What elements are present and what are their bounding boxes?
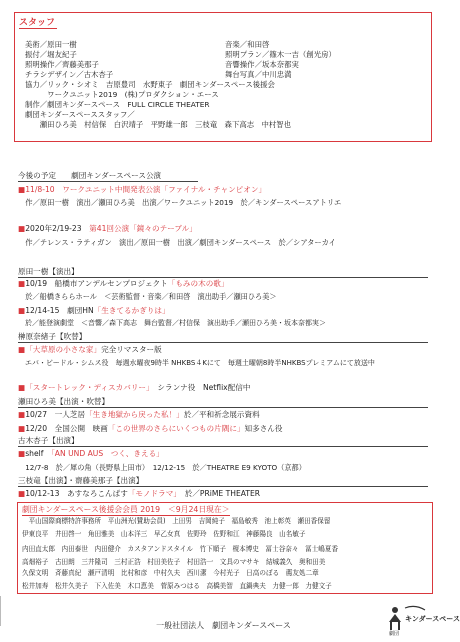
event-detail: エバ・ビードル・シムス役 毎週水曜夜9時半 NHKBS４Kにて 毎週土曜朝8時半NHKBSプレミアムにて放送中 [18, 359, 375, 367]
supporter-row: 高畑裕子 古田朗 三井隆司 三村正浩 村田美佐子 村田浩一 文具のマサキ 結城義久 奥和田美 [22, 558, 326, 566]
event-line [18, 424, 282, 433]
event-line [18, 279, 228, 288]
event-detail: 12/7-8 於／犀の角（長野県上田市） 12/12-15 於／THEATRE E9 KYOTO（京都） [18, 463, 306, 472]
staff-line: 劇団キンダースペーススタッフ／ [25, 110, 135, 119]
supporter-row: 平山国際商標特許事務所 平山洲光(贊助会員) 上田男 吉岡純子 福島敏秀 池上彰英 瀬田香保留 [22, 517, 331, 525]
supporter-row: 内田直太郎 内田泰世 内田健介 カスタアンドスタイル 竹下順子 榎本博史 冨士谷奈々 冨士嶋夏香 [22, 545, 339, 553]
supporter-row: 松井加寿 松井久美子 下入佐美 木口恵美 菅原みつはる 高橋美智 直鍋典夫 力健一郎 力健文子 [22, 582, 332, 590]
event-note: 完全リマスター版 [101, 345, 162, 354]
heading-underline [18, 446, 428, 447]
bullet-icon: ■ [18, 410, 26, 419]
event-line [18, 410, 260, 419]
event-note: シランナ役 Netflix配信中 [149, 383, 251, 392]
event-title: 「大草原の小さな家」 [25, 345, 102, 354]
section-heading-upcoming: 今後の予定 劇団キンダースペース公演 [18, 171, 162, 180]
heading-underline [18, 407, 428, 408]
staff-line: チラシデザイン／古木杏子 [25, 70, 114, 79]
event-note: 知多さん役 [244, 424, 283, 433]
event-line [18, 489, 260, 498]
staff-line: 協力／リック・シオミ 吉原豊司 水野東子 劇団キンダースペース後援会 [25, 80, 275, 89]
bullet-icon: ■ [18, 383, 26, 392]
staff-line-right: 音楽／和田啓 [225, 40, 270, 49]
supporters-title: 劇団キンダースペース後援会会員 2019 ＜9月24日現在＞ [22, 505, 230, 514]
heading-underline [18, 342, 428, 343]
staff-line: 瀬田ひろ美 村信保 白沢靖子 平野雄一郎 三枝竜 森下高志 中村智也 [25, 120, 292, 129]
event-line [18, 224, 197, 233]
event-date: 10/27 一人芝居 [25, 410, 86, 419]
event-title: 「AN UND AUS つく、きえる」 [51, 449, 164, 458]
logo-text: キンダースペース [405, 615, 460, 623]
event-date: 10/19 船橋市アンデルセンプロジェクト [25, 279, 168, 288]
event-detail: 作／テレンス・ラティガン 演出／原田一樹 出演／劇団キンダースペース 於／シアターカイ [18, 238, 336, 247]
bullet-icon: ■ [18, 424, 26, 433]
event-title: 「生き地獄から戻った私！」 [85, 410, 184, 419]
bullet-icon: ■ [18, 449, 26, 458]
section-heading-harada: 原田一樹【演出】 [18, 267, 79, 276]
event-title: 「モノドラマ」 [127, 489, 178, 498]
staff-line-right: 舞台写真／中川忠満 [225, 70, 292, 79]
supporter-row: 久保文明 斉藤真紀 瀬戸清明 比村和彦 中村久夫 西川潔 今村光子 日高のぼる 薦友処二章 [22, 569, 319, 577]
heading-underline [18, 277, 428, 278]
staff-line-right: 照明プラン／篠木一吉（創光房） [225, 50, 336, 59]
heading-underline [18, 486, 428, 487]
event-title: 「生きてるかぎりは」 [93, 306, 170, 315]
bullet-icon: ■ [18, 224, 26, 233]
bullet-icon: ■ [18, 185, 26, 194]
event-line [18, 185, 266, 194]
event-line [18, 449, 164, 458]
staff-line: 美術／原田一樹 [25, 40, 77, 49]
section-heading-sakamoto: 榊原奈緒子【吹替】 [18, 332, 87, 341]
event-line [18, 383, 250, 392]
event-title: 第41回公演「鏡々のテーブル」 [89, 224, 197, 233]
staff-box [14, 12, 432, 142]
staff-line: 照明操作／齊藤美那子 [25, 60, 99, 69]
bullet-icon: ■ [18, 279, 26, 288]
staff-line-right: 音響操作／坂本奈都実 [225, 60, 299, 69]
section-heading-seta: 瀬田ひろ美【出演・吹替】 [18, 397, 110, 406]
event-title: 「スタートレック・ディスカバリー」 [25, 383, 150, 392]
event-date: 12/14-15 劇団HN [25, 306, 94, 315]
logo-sub: 劇団 [389, 631, 400, 637]
footer-text: 一般社団法人 劇団キンダースペース [156, 621, 291, 630]
event-title: 「この世界のさらにいくつもの片隅に」 [107, 424, 245, 433]
staff-line: 振付／堀友紀子 [25, 50, 77, 59]
staff-title: スタッフ [19, 15, 55, 28]
section-heading-furuki: 古木杏子【出演】 [18, 436, 79, 445]
bullet-icon: ■ [18, 345, 26, 354]
event-detail: 於／船橋きららホール ＜芸術監督・音楽／和田啓 演出助手／瀬田ひろ美＞ [18, 292, 277, 301]
event-date: 2020年2/19-23 [25, 224, 90, 233]
event-line [18, 345, 162, 354]
staff-line: 制作／劇団キンダースペース FULL CIRCLE THEATER [25, 100, 210, 109]
heading-underline [18, 181, 198, 182]
event-date: 12/20 全国公開 映画 [25, 424, 108, 433]
event-detail: 於／能登演劇堂 ＜音響／森下高志 舞台監督／村信保 演出助手／瀬田ひろ美・坂本奈都実＞ [18, 319, 326, 327]
bullet-icon: ■ [18, 306, 26, 315]
event-title: 「もみの木の歌」 [167, 279, 229, 288]
kinderspace-logo [385, 602, 460, 638]
event-detail: 作／原田一樹 演出／瀬田ひろ美 出演／ワークユニット2019 於／キンダースペースアトリエ [18, 198, 342, 207]
event-date: 10/12-13 あすなろこんぱす [25, 489, 128, 498]
supporters-box [17, 502, 433, 594]
event-company: shelf [25, 449, 52, 458]
section-heading-saegusa: 三枝竜【出演】・齋藤美那子【出演】 [18, 476, 144, 485]
event-note: 於／PRiME THEATER [177, 489, 261, 498]
staff-line: ワークユニット2019 (株)プロダクション・エース [25, 90, 219, 99]
supporter-row: 伊東良平 井田啓一 角田雅美 山本洋三 早乙女真 佐野玲 佐野和江 神藤陽良 山名敏子 [22, 530, 306, 538]
event-note: 於／平和祈念展示資料 [183, 410, 260, 419]
bullet-icon: ■ [18, 489, 26, 498]
event-title: 11/8-10 ワークユニット中間発表公演「ファイナル・チャンピオン」 [25, 185, 267, 194]
event-line [18, 306, 170, 315]
